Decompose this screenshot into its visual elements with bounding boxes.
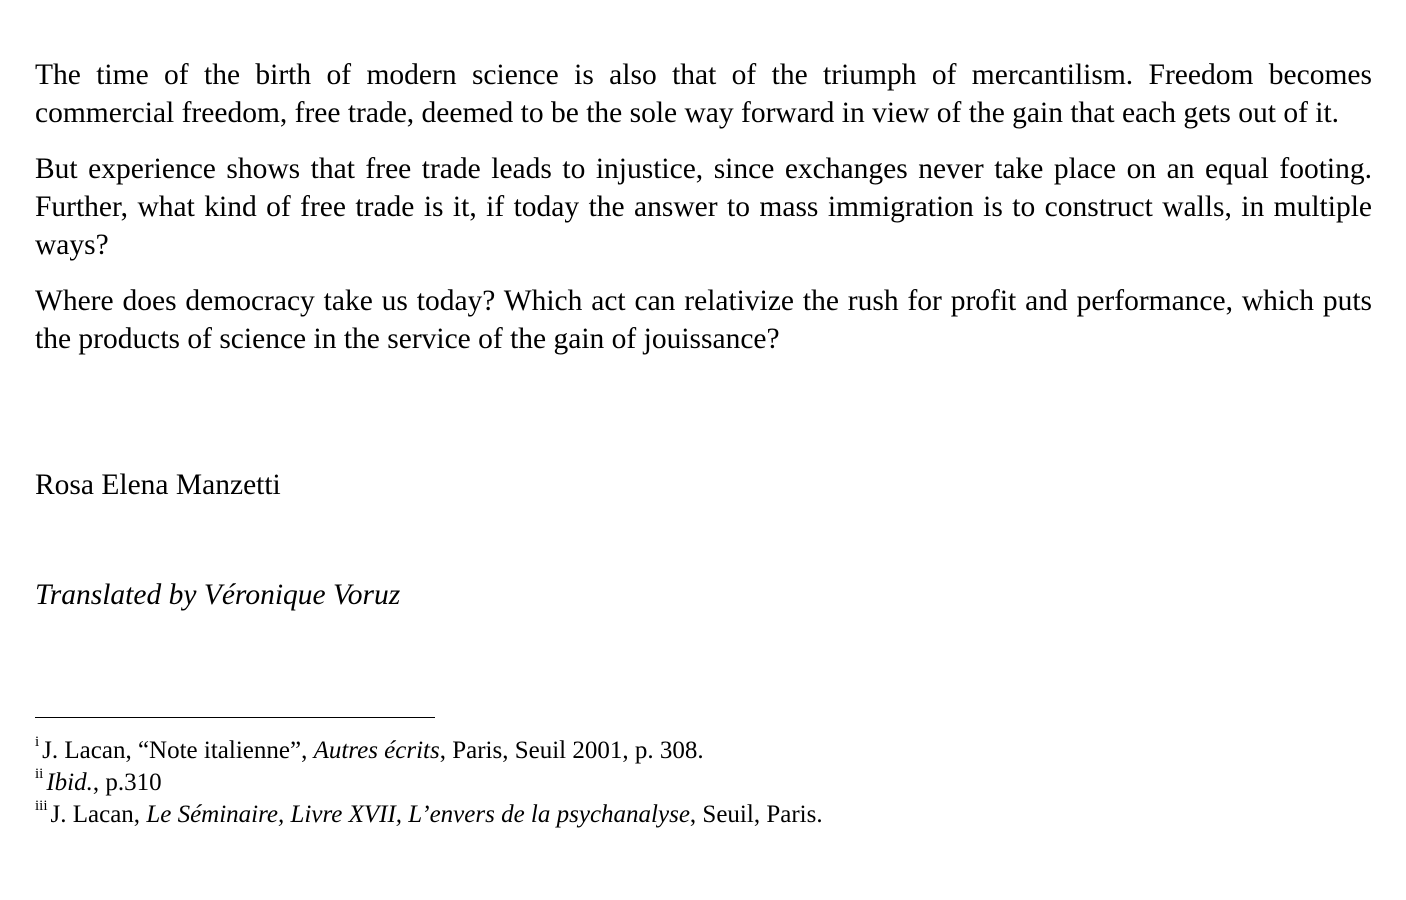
footnote-2	[35, 767, 1335, 799]
footnote-text: , Seuil, Paris.	[689, 801, 823, 828]
author-name: Rosa Elena Manzetti	[35, 469, 281, 501]
paragraph-3: Where does democracy take us today? Which act can relativize the rush for profit and performance, which puts the products of science in the service of the gain of jouissance?	[35, 285, 1372, 355]
footnote-marker: ii	[35, 766, 44, 782]
footnote-text: , Paris, Seuil 2001, p. 308.	[439, 737, 704, 764]
footnote-marker: i	[35, 734, 40, 750]
translator-credit: Translated by Véronique Voruz	[35, 579, 401, 611]
footnote-title: Le Séminaire, Livre XVII, L’envers de la psychanalyse	[146, 801, 690, 828]
footnote-title: Autres écrits	[313, 737, 440, 764]
paragraph-2: But experience shows that free trade leads to injustice, since exchanges never take place on an equal footing. Further, what kind of free trade is it, if today the answer to mass immigration is to construct walls, in multiple ways?	[35, 153, 1372, 261]
footnote-text: J. Lacan, “Note italienne”,	[42, 737, 314, 764]
footnote-title: Ibid.	[46, 769, 93, 796]
footnotes	[35, 735, 1335, 831]
footnote-text: , p.310	[92, 769, 162, 796]
document-body	[35, 56, 1372, 358]
paragraph-1: The time of the birth of modern science is also that of the triumph of mercantilism. Freedom becomes commercial freedom, free trade, deemed to be the sole way forward in view of the gain that each gets out of it.	[35, 59, 1372, 129]
footnote-1	[35, 735, 1335, 767]
footnote-separator	[35, 717, 435, 718]
footnote-3	[35, 799, 1335, 831]
footnote-text: J. Lacan,	[50, 801, 147, 828]
footnote-marker: iii	[35, 798, 48, 814]
